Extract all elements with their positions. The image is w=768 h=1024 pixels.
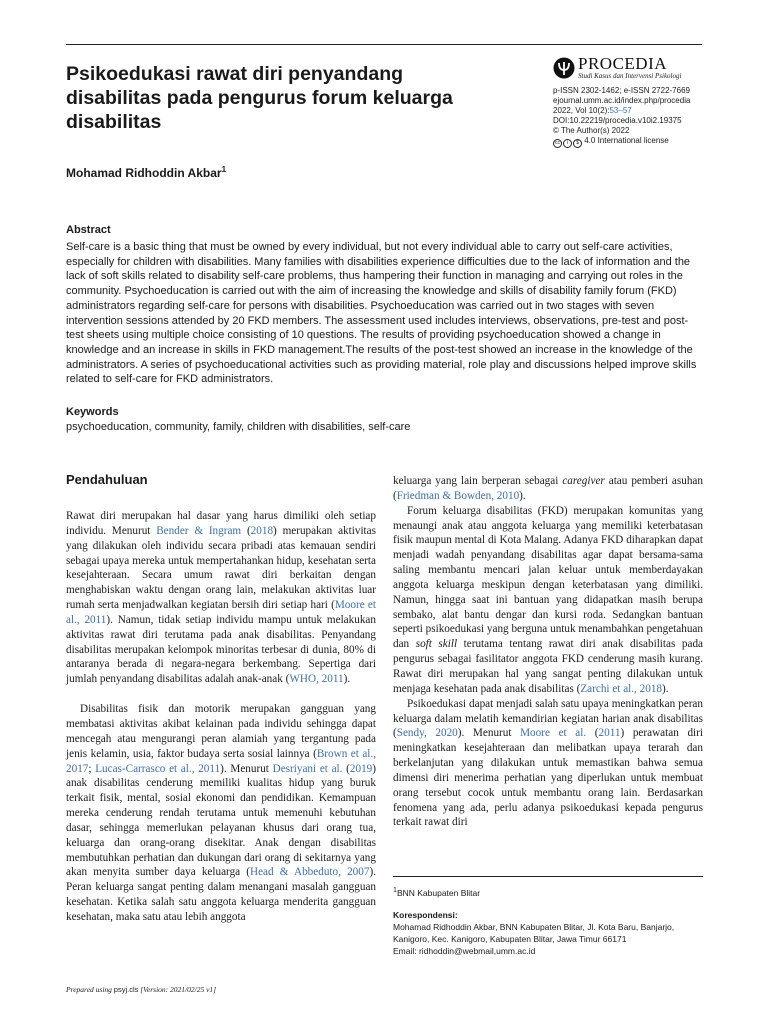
license-text: 4.0 International license [584,136,669,145]
journal-url[interactable]: ejournal.umm.ac.id/index.php/procedia [553,96,691,105]
body-column-right [393,474,703,830]
citation-link[interactable]: Sendy, 2020 [396,727,458,740]
journal-meta [553,56,713,148]
journal-subtitle: Studi Kasus dan Intervensi Psikologi [578,72,682,80]
paragraph: Forum keluarga disabilitas (FKD) merupakan komunitas yang menaungi anak atau anggota keluarga yang memiliki keterbatasan fisik maupun mental di Kota Malang. Adanya FKD diharapkan dapat menjadi wadah penyandang disabilitas agar dapat bersama-sama saling membantu mencari jalan keluar untuk memberdayakan anggota keluarga meskipun dengan keterbatasan yang dimiliki. Namun, hingga saat ini bantuan yang didapatkan masih berupa sembako, alat bantu dengar dan kursi roda. Sedangkan bantuan seperti psikoedukasi yang berguna untuk menambahkan pengetahuan dan soft skill terutama tentang rawat diri anak disabilitas pada pengurus sebagai fasilitator anggota FKD cenderung masih kurang. Rawat diri merupakan hal yang sangat penting dilakukan untuk menjaga kesehatan pada anak disabilitas (Zarchi et al., 2018). [393,504,704,695]
footnote-rule [393,876,703,877]
citation-link[interactable]: 2019 [349,762,373,775]
correspondence-email[interactable]: Email: ridhoddin@webmail,umm.ac.id [393,946,536,956]
footnote: $^1$BNN Kabupaten Blitar [393,886,481,898]
citation-link[interactable]: Moore et al. [520,727,587,740]
paragraph: keluarga yang lain berperan sebagai caregiver atau pemberi asuhan (Friedman & Bowden, 2010). [393,475,703,502]
citation-link[interactable]: Zarchi et al., 2018 [580,682,663,695]
citation-link[interactable]: Bender & Ingram [156,524,242,537]
doi[interactable]: DOI:10.22219/procedia.v10i2.19375 [553,116,682,125]
citation-link[interactable]: WHO, 2011 [289,673,344,686]
copyright: © The Author(s) 2022 [553,126,630,135]
correspondence [393,909,711,957]
page-footer: Prepared using psyj.cls [Version: 2021/02/25 v1] [66,985,217,994]
cc-license-icon[interactable]: cc i $ [553,139,582,148]
citation-link[interactable]: Brown et al., 2017 [66,747,376,775]
keywords-heading: Keywords [66,406,119,418]
correspondence-heading: Korespondensi: [393,910,458,920]
page-range[interactable]: 53–57 [609,106,632,115]
volume: 2022, Vol 10(2): [553,106,610,115]
journal-logo [553,56,713,81]
procedia-logo-icon [553,57,575,79]
citation-link[interactable]: 2011 [598,727,621,740]
author-line [66,165,226,180]
paragraph: Disabilitas fisik dan motorik merupakan gangguan yang membatasi aktivitas akibat kelainan pada individu sehingga dapat mencegah atau mengurangi peran alamiah yang tergantung pada jenis kelamin, usia, faktor budaya serta sosial lainnya (Brown et al., 2017; Lucas-Carrasco et al., 2011). Menurut Desriyani et al. (2019) anak disabilitas cenderung memiliki kualitas hidup yang buruk terkait fisik, mental, sosial ekonomi dan pendidikan. Kemampuan mereka cenderung rendah terutama untuk memenuhi kebutuhan dasar, sehingga memerlukan pelayanan khusus dari orang tua, keluarga dan orang-orang disekitar. Anak dengan disabilitas membutuhkan perhatian dan dukungan dari orang di sekitarnya yang akan menyita sumber daya keluarga (Head & Abbeduto, 2007). Peran keluarga sangat penting dalam menangani masalah gangguan kesehatan. Ketika salah satu anggota keluarga menderita gangguan kesehatan, maka satu atau lebih anggota [66,703,376,923]
license-line [553,136,713,148]
volume-line [553,106,713,116]
author-affiliation-mark: 1 [221,165,227,174]
citation-link[interactable]: Desriyani et al. [272,762,343,775]
top-rule [66,44,702,45]
section-heading: Pendahuluan [66,472,148,487]
keywords-text: psychoeducation, community, family, children with disabilities, self-care [66,421,411,433]
paragraph: Psikoedukasi dapat menjadi salah satu upaya meningkatkan peran keluarga dalam melatih kemandirian kegiatan harian anak disabilitas (Sendy, 2020). Menurut Moore et al. (2011) perawatan diri meningkatkan kesejahteraan dan melibatkan upaya terarah dan berkelanjutan yang dilakukan untuk memastikan bahwa semua dimensi diri menerima perhatian yang diperlukan untuk membuat orang tersebut cocok untuk membantu orang lain. Berdasarkan fenomena yang ada, perlu adanya psikoedukasi kepada pengurus terkait rawat diri [393,697,703,829]
issn: p-ISSN 2302-1462; e-ISSN 2722-7669 [553,86,690,95]
journal-name: PROCEDIA [578,54,668,73]
article-title: Psikoedukasi rawat diri penyandang disabilitas pada pengurus forum keluarga disabilitas [66,63,453,133]
citation-link[interactable]: Head & Abbeduto, 2007 [250,866,370,879]
abstract-heading: Abstract [66,224,111,236]
citation-link[interactable]: 2018 [250,524,274,537]
citation-link[interactable]: Friedman & Bowden, 2010 [396,489,520,502]
citation-link[interactable]: Moore et al., 2011 [66,599,377,626]
paragraph: Rawat diri merupakan hal dasar yang harus dimiliki oleh setiap individu. Menurut Bender & Ingram (2018) merupakan aktivitas yang dilakukan oleh individu secara pribadi atas kemauan sendiri sebagai upaya mereka untuk mempertahankan hidup, kesehatan serta kesejahteraan. Secara umum rawat diri berkaitan dengan menghabiskan waktu dengan orang lain, melakukan aktivitas luar rumah serta menjadwalkan kegiatan bersih diri setiap hari (Moore et al., 2011). Namun, tidak setiap individu mampu untuk melakukan aktivitas rawat diri terutama pada anak disabilitas. Penyandang disabilitas merupakan kelompok minoritas terbesar di dunia, 80% di antaranya berada di negara-negara berkembang. Sepertiga dari jumlah penyandang disabilitas adalah anak-anak (WHO, 2011). [66,510,377,686]
author-name: Mohamad Ridhoddin Akbar [66,166,222,180]
correspondence-address: Mohamad Ridhoddin Akbar, BNN Kabupaten Blitar, Jl. Kota Baru, Banjarjo, Kanigoro, Kec. Kanigoro, Kabupaten Blitar, Jawa Timur 66171 [393,922,675,944]
citation-link[interactable]: Lucas-Carrasco et al., 2011 [95,762,221,775]
body-column-left [66,509,376,925]
abstract-text: Self-care is a basic thing that must be owned by every individual, but not every individual able to carry out self-care activities, especially for children with disabilities. Many families with disabilities experience difficulties due to the lack of information and the lack of soft skills related to disability self-care problems, thus hampering their function in managing and carrying out roles in the community. Psychoeducation is carried out with the aim of increasing the knowledge and skills of disability family forum (FKD) administrators regarding self-care for persons with disabilities. Psychoeducation was carried out in two stages with seven intervention sessions attended by 20 FKD members. The assessment used includes interviews, observations, pre-test and post-test sheets using multiple choice consisting of 10 questions. The results of providing psychoeducation showed a change in knowledge and an increase in skills in FKD management.The results of the post-test showed an increase in the knowledge of the administrators. A series of psychoeducational activities such as providing material, role play and discussions helped improve skills related to self-care for FKD administrators. [66,241,697,386]
